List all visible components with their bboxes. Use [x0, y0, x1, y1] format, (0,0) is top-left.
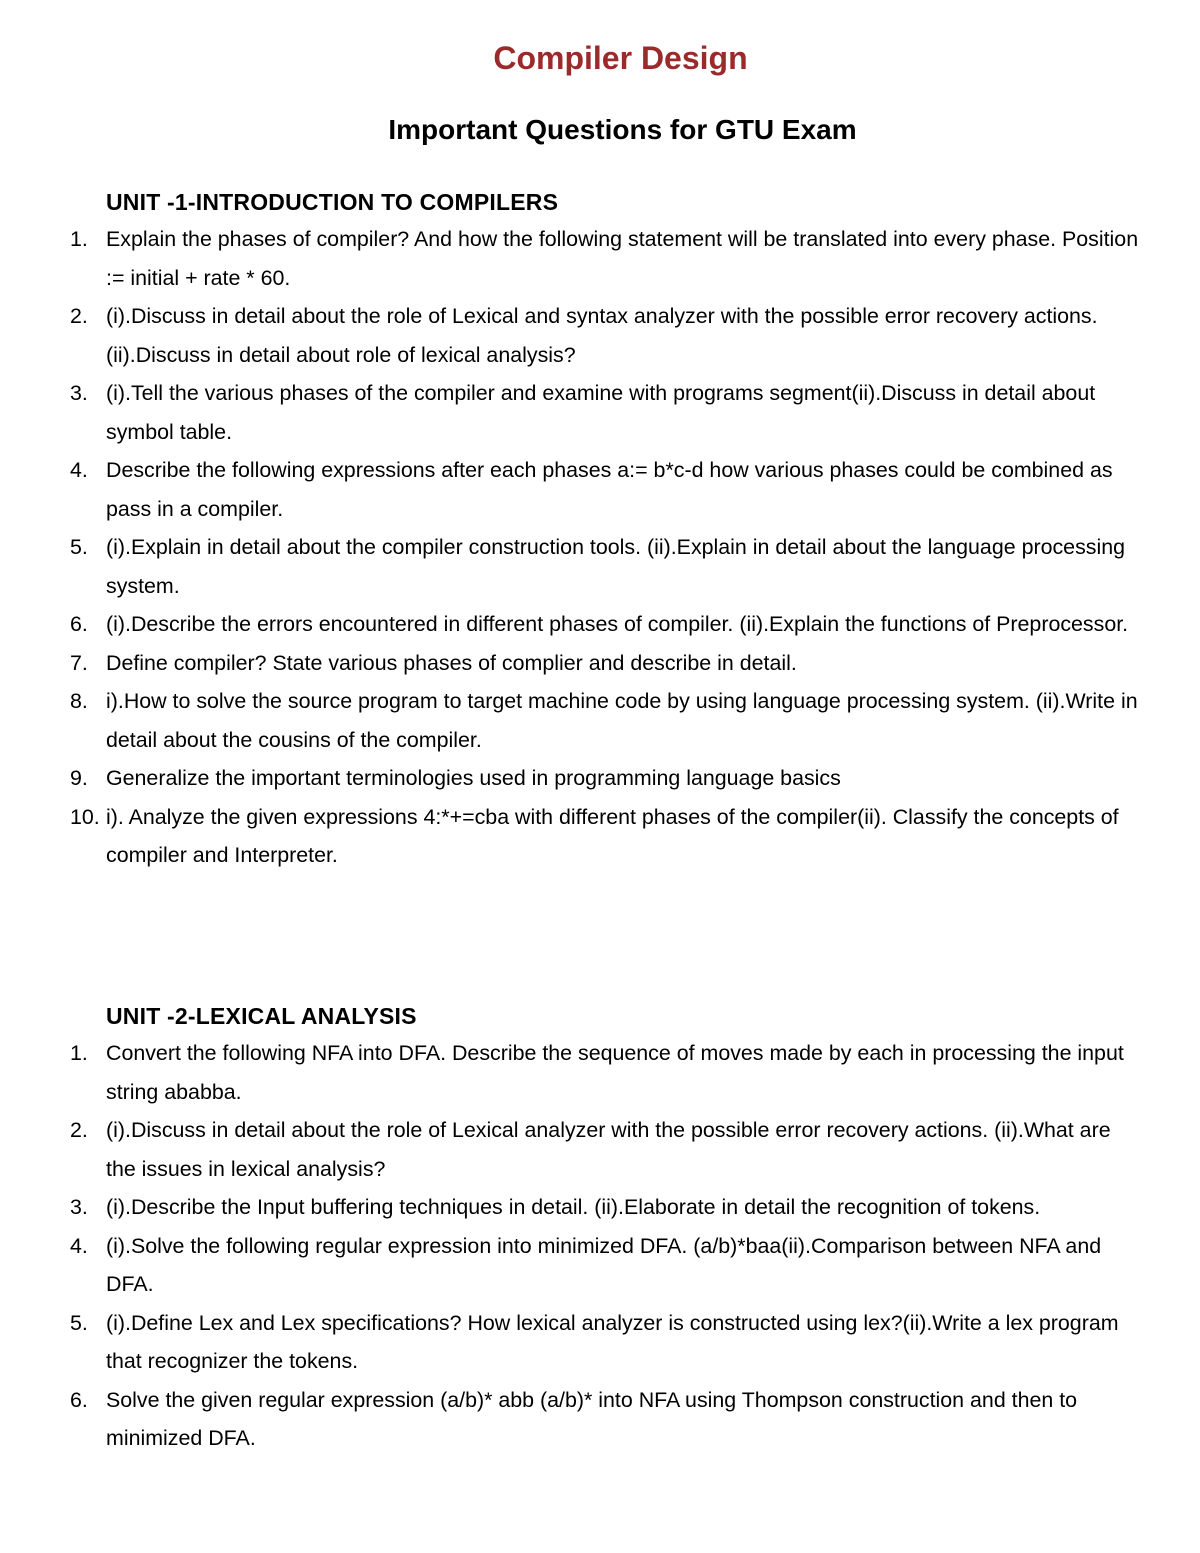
- document-subtitle: Important Questions for GTU Exam: [388, 114, 857, 145]
- question-text: (i).Describe the errors encountered in different phases of compiler. (ii).Explain the functions of Preprocessor.: [106, 612, 1129, 636]
- question-item: [70, 220, 1146, 297]
- question-item: [70, 1304, 1146, 1381]
- question-text: i). Analyze the given expressions 4:*+=cba with different phases of the compiler(ii). Classify the concepts of compiler and Interpreter.: [106, 804, 1119, 867]
- question-number: 8.: [70, 689, 88, 713]
- question-number: 3.: [70, 381, 88, 405]
- question-item: [70, 1381, 1146, 1458]
- unit-2-section: [70, 998, 1146, 1458]
- document-title: Compiler Design: [493, 40, 748, 76]
- question-number: 6.: [70, 1387, 88, 1412]
- question-text: (i).Tell the various phases of the compiler and examine with programs segment(ii).Discuss in detail about symbol table.: [106, 381, 1096, 444]
- unit-1-section: [70, 184, 1146, 875]
- question-item: [70, 759, 1146, 798]
- question-item: [70, 1188, 1146, 1227]
- question-number: 5.: [70, 1310, 88, 1335]
- question-number: 7.: [70, 650, 88, 675]
- question-number: 4.: [70, 1233, 88, 1258]
- question-number: 9.: [70, 766, 88, 790]
- question-text: Solve the given regular expression (a/b)* abb (a/b)* into NFA using Thompson construction and then to minimized DFA.: [106, 1387, 1078, 1450]
- question-text: (i).Discuss in detail about the role of Lexical analyzer with the possible error recovery actions. (ii).What are the issues in lexical analysis?: [106, 1118, 1111, 1181]
- question-text: Describe the following expressions after each phases a:= b*c-d how various phases could be combined as pass in a compiler.: [106, 458, 1113, 521]
- question-item: [70, 1034, 1146, 1111]
- question-item: [70, 451, 1146, 528]
- question-item: [70, 1111, 1146, 1188]
- question-list: [70, 1034, 1146, 1458]
- question-list: [70, 220, 1146, 875]
- question-item: [70, 605, 1146, 644]
- question-number: 6.: [70, 612, 88, 636]
- question-text: Explain the phases of compiler? And how the following statement will be translated into every phase. Position := initial + rate * 60.: [106, 227, 1139, 290]
- question-item: [70, 528, 1146, 605]
- question-text: Define compiler? State various phases of complier and describe in detail.: [106, 650, 797, 675]
- question-number: 10.: [70, 804, 100, 829]
- question-number: 2.: [70, 1118, 88, 1142]
- question-text: i).How to solve the source program to target machine code by using language processing system. (ii).Write in detail about the cousins of the compiler.: [106, 689, 1138, 752]
- question-number: 5.: [70, 535, 88, 559]
- question-text: (i).Discuss in detail about the role of Lexical and syntax analyzer with the possible error recovery actions. (ii).Discuss in detail about role of lexical analysis?: [106, 304, 1098, 367]
- question-number: 4.: [70, 458, 88, 482]
- question-item: [70, 682, 1146, 759]
- question-text: (i).Solve the following regular expression into minimized DFA. (a/b)*baa(ii).Comparison between NFA and DFA.: [106, 1233, 1102, 1296]
- question-text: (i).Explain in detail about the compiler construction tools. (ii).Explain in detail about the language processing system.: [106, 535, 1126, 598]
- question-number: 3.: [70, 1195, 88, 1219]
- question-text: (i).Define Lex and Lex specifications? How lexical analyzer is constructed using lex?(ii).Write a lex program that recognizer the tokens.: [106, 1310, 1119, 1373]
- unit-heading: UNIT -1-INTRODUCTION TO COMPILERS: [106, 189, 559, 215]
- question-text: Generalize the important terminologies used in programming language basics: [106, 766, 841, 790]
- question-item: [70, 644, 1146, 683]
- unit-heading: UNIT -2-LEXICAL ANALYSIS: [106, 1003, 417, 1029]
- question-text: (i).Describe the Input buffering techniques in detail. (ii).Elaborate in detail the recognition of tokens.: [106, 1195, 1041, 1219]
- question-item: [70, 798, 1146, 875]
- question-number: 2.: [70, 304, 88, 328]
- question-item: [70, 297, 1146, 374]
- question-number: 1.: [70, 1041, 88, 1065]
- question-text: Convert the following NFA into DFA. Describe the sequence of moves made by each in processing the input string ababba.: [106, 1041, 1124, 1104]
- question-item: [70, 1227, 1146, 1304]
- question-number: 1.: [70, 227, 88, 251]
- question-item: [70, 374, 1146, 451]
